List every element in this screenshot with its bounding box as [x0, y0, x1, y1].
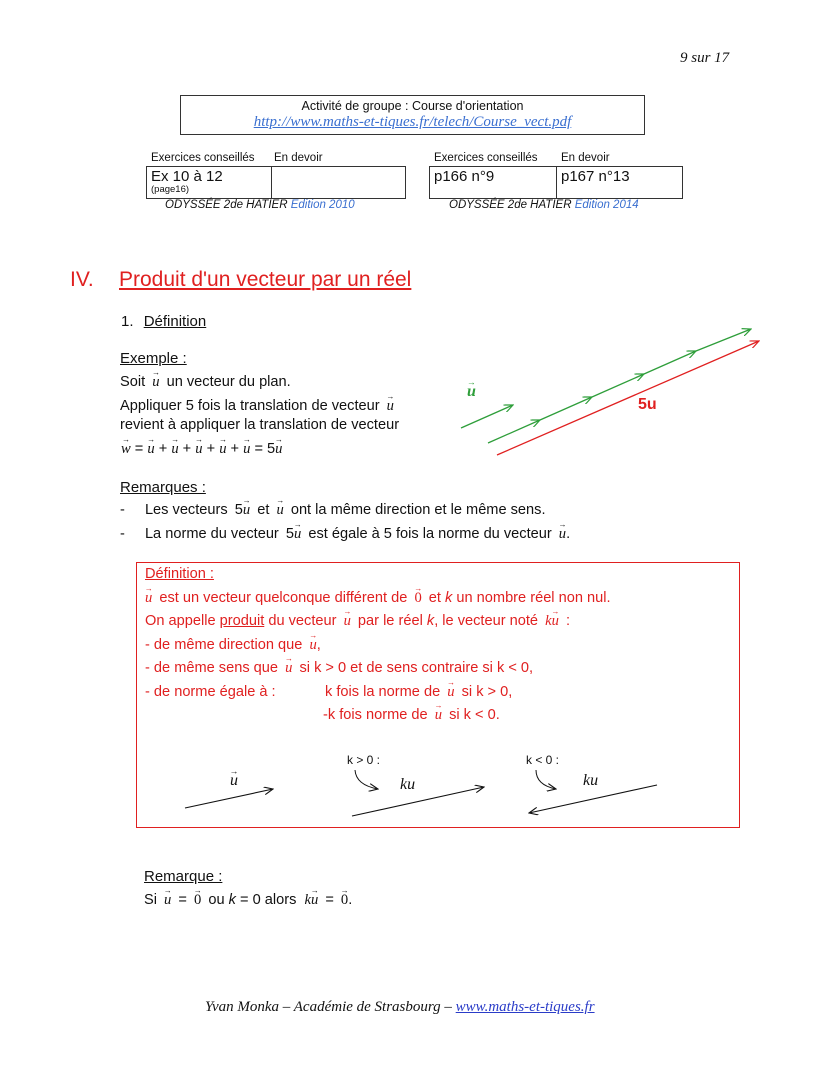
- definition-line-5b: [325, 684, 512, 701]
- text: ont la même direction et le même sens.: [290, 502, 546, 518]
- exercises-right-header-b: En devoir: [561, 152, 610, 164]
- vector-u: → u: [559, 526, 566, 543]
- vector-u: → u: [275, 441, 282, 458]
- green-arrow-3: [592, 374, 644, 397]
- vector-u: → u: [243, 441, 250, 458]
- remark2-heading: Remarque :: [144, 868, 223, 885]
- text: ou: [208, 892, 225, 908]
- text: =: [178, 892, 187, 908]
- fig-label-ku-neg: [583, 772, 598, 790]
- remarks-heading: Remarques :: [120, 479, 206, 496]
- exercises-left-header-b: En devoir: [274, 152, 323, 164]
- subsection: [121, 313, 206, 330]
- example-line-1: [120, 374, 291, 391]
- vector-u: → u: [309, 637, 316, 654]
- label-text: 5u: [638, 396, 657, 413]
- footer-author: Yvan Monka – Académie de Strasbourg –: [205, 999, 452, 1015]
- text: un vecteur du plan.: [166, 374, 291, 390]
- label-text: ku: [400, 776, 416, 793]
- exercises-right-book: [449, 199, 639, 211]
- vector-u: → u: [276, 502, 283, 519]
- activity-link[interactable]: http://www.maths-et-tiques.fr/telech/Course_vect.pdf: [253, 114, 572, 130]
- text: =: [325, 892, 334, 908]
- vector-u: → u: [147, 441, 154, 458]
- text: et: [257, 502, 270, 518]
- k: k: [445, 590, 453, 606]
- example-equation: → w = → u + → u + → u + → u + → u = 5→ u: [121, 441, 282, 458]
- green-arrow-u: [461, 405, 513, 428]
- definition-line-2: On appelle produit du vecteur → u par le réel k, le vecteur noté k→ u :: [145, 613, 570, 630]
- text: Soit: [120, 374, 146, 390]
- vector-u: → u: [294, 526, 301, 543]
- text: est égale à 5 fois la norme du vecteur: [308, 526, 552, 542]
- example-heading: Exemple :: [120, 350, 187, 367]
- vector-u: → u: [219, 441, 226, 458]
- k: k: [228, 892, 236, 908]
- text: si k > 0 et de sens contraire si k < 0,: [299, 660, 534, 676]
- example-figure: [455, 325, 775, 465]
- text: Appliquer 5 fois la translation de vecteur: [120, 398, 380, 414]
- label-text: → u: [467, 383, 476, 401]
- text: .: [348, 892, 353, 908]
- text: un nombre réel non nul.: [456, 590, 611, 606]
- vector-u: → u: [152, 374, 159, 391]
- text: par le réel: [357, 613, 423, 629]
- green-arrow-4: [644, 351, 696, 374]
- vector-u: → u: [243, 502, 250, 519]
- pointer-kpos: [355, 770, 378, 789]
- vector-u: → u: [552, 613, 559, 630]
- vector-u: → u: [344, 613, 351, 630]
- activity-box: [180, 95, 645, 135]
- fig-label-u: [230, 772, 238, 790]
- book-name: ODYSSÉE 2de HATIER: [449, 199, 572, 211]
- exercises-right-header-a: Exercices conseillés: [434, 152, 538, 164]
- pointer-kneg: [536, 770, 556, 789]
- vector-u: → u: [164, 892, 171, 909]
- activity-title: Activité de groupe : Course d'orientation: [301, 99, 524, 113]
- vector-u: → u: [435, 707, 442, 724]
- text: si k > 0,: [461, 684, 513, 700]
- vector-w: → w: [121, 441, 131, 458]
- label-u-green: [467, 383, 476, 401]
- arrow-u: [185, 789, 273, 808]
- vector-u: → u: [171, 441, 178, 458]
- definition-line-6: [323, 707, 500, 724]
- section-number: IV.: [70, 268, 94, 291]
- text: Les vecteurs: [144, 502, 228, 518]
- bullet: -: [120, 526, 125, 542]
- vector-u: → u: [195, 441, 202, 458]
- exercises-right-cell-a: p166 n°9: [429, 166, 557, 199]
- exercises-left-note: (page16): [151, 184, 190, 195]
- bullet: -: [120, 502, 125, 518]
- book-edition: Edition 2014: [574, 199, 639, 211]
- page-number: 9 sur 17: [680, 50, 730, 66]
- remark-1: - Les vecteurs 5→ u et → u ont la même direction et le même sens.: [120, 502, 546, 519]
- text: k fois la norme de: [325, 684, 441, 700]
- vector-u: → u: [145, 590, 152, 607]
- definition-line-1: [145, 590, 611, 607]
- text: = 0 alors: [240, 892, 297, 908]
- vector-u: → u: [311, 892, 318, 909]
- text: produit: [219, 613, 265, 629]
- label-text: → u: [230, 772, 238, 790]
- exercises-left-cell-b: [271, 166, 406, 199]
- definition-line-4: [145, 660, 533, 677]
- exercises-left-book: [165, 199, 355, 211]
- text: et: [428, 590, 441, 606]
- text: , le vecteur noté: [434, 613, 539, 629]
- definition-line-3: [145, 637, 321, 654]
- fig-label-kneg: k < 0 :: [526, 753, 560, 767]
- text: On appelle: [145, 613, 216, 629]
- subsection-number: 1.: [121, 313, 134, 330]
- text: La norme du vecteur: [144, 526, 279, 542]
- text: si k < 0.: [449, 707, 500, 723]
- fig-label-kpos: k > 0 :: [347, 753, 381, 767]
- remark2-line: Si → u = → 0 ou k = 0 alors k→ u = → 0.: [144, 892, 352, 909]
- text: du vecteur: [268, 613, 337, 629]
- exercises-left-header-a: Exercices conseillés: [151, 152, 255, 164]
- exercises-left-cell-a: [146, 166, 272, 199]
- k: k: [426, 613, 435, 629]
- definition-line-5a: - de norme égale à :: [145, 684, 276, 700]
- exercises-right-cell-b: p167 n°13: [556, 166, 683, 199]
- fig-label-ku-pos: [400, 776, 415, 794]
- example-line-3: revient à appliquer la translation de vecteur: [120, 417, 400, 433]
- vector-zero: → 0: [194, 892, 201, 909]
- label-5u-red: [638, 396, 657, 414]
- text: est un vecteur quelconque différent de: [159, 590, 408, 606]
- footer-link[interactable]: www.maths-et-tiques.fr: [455, 999, 595, 1015]
- book-name: ODYSSÉE 2de HATIER: [165, 199, 288, 211]
- section-title: Produit d'un vecteur par un réel: [119, 268, 412, 291]
- remark-2: - La norme du vecteur 5→ u est égale à 5 fois la norme du vecteur → u.: [120, 526, 570, 543]
- exercises-left-value: Ex 10 à 12: [151, 168, 223, 185]
- book-edition: Edition 2010: [290, 199, 355, 211]
- text: :: [565, 613, 570, 629]
- vector-u: → u: [387, 398, 394, 415]
- vector-zero: → 0: [341, 892, 348, 909]
- text: - de même direction que: [145, 637, 303, 653]
- subsection-title: Définition: [143, 313, 207, 330]
- vector-u: → u: [447, 684, 454, 701]
- footer: [205, 999, 595, 1016]
- text: -k fois norme de: [323, 707, 428, 723]
- red-arrow-5u: [497, 341, 759, 455]
- text: ,: [316, 637, 321, 653]
- text: Si: [144, 892, 157, 908]
- vector-zero: → 0: [414, 590, 421, 607]
- label-text: ku: [583, 772, 599, 789]
- text: - de même sens que: [145, 660, 279, 676]
- arrow-ku-positive: [352, 787, 484, 816]
- vector-u: → u: [285, 660, 292, 677]
- example-line-2: [120, 398, 394, 415]
- text: .: [566, 526, 571, 542]
- definition-heading: Définition :: [145, 566, 214, 582]
